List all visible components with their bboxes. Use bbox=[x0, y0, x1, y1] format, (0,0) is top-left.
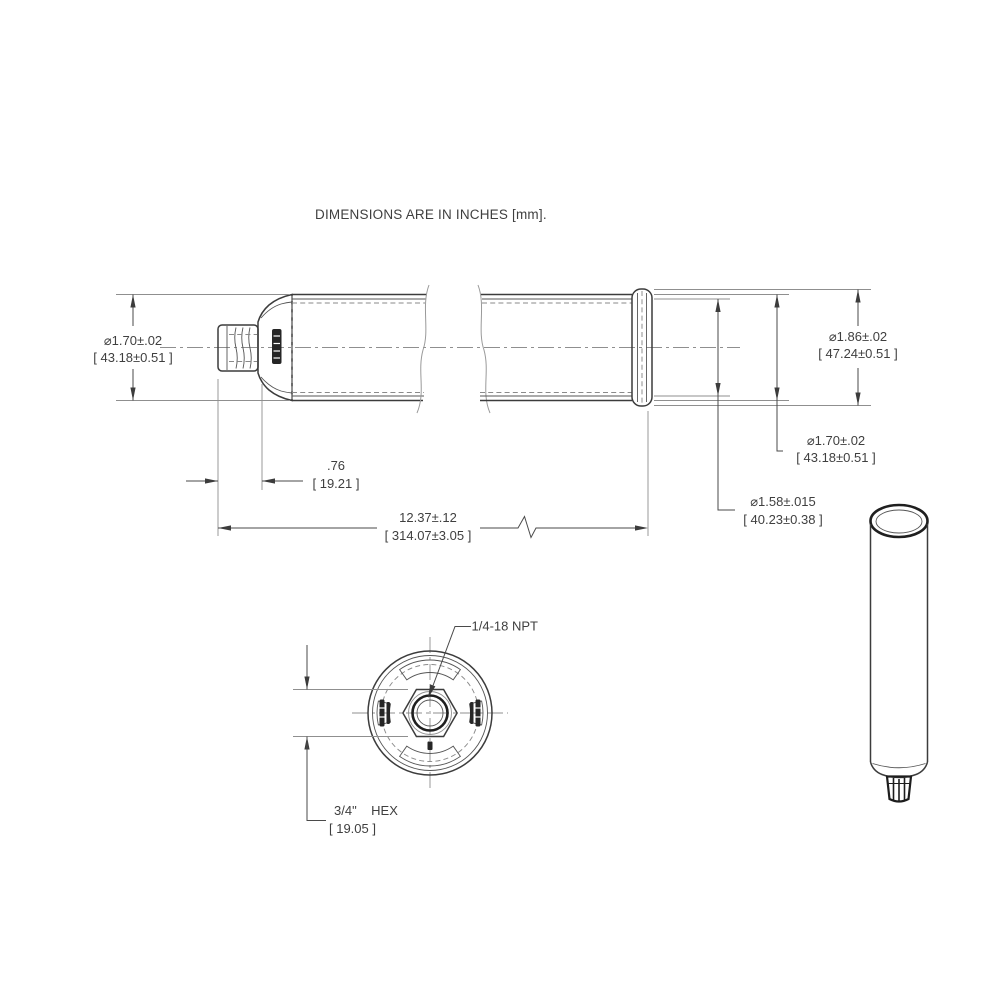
dim-hex-in: 3/4" HEX bbox=[334, 803, 398, 818]
dim-barrel-od-right bbox=[774, 295, 875, 466]
side-view bbox=[160, 285, 740, 413]
dim-overall-length-mm: [ 314.07±3.05 ] bbox=[384, 528, 472, 543]
dim-hex-mm: [ 19.05 ] bbox=[329, 821, 376, 836]
thread-line bbox=[242, 328, 245, 369]
dim-barrel-id-in: ⌀1.58±.015 bbox=[750, 494, 816, 509]
dimension-line-with-break bbox=[480, 517, 635, 538]
thread-line bbox=[235, 328, 238, 369]
dim-overall-length-in: 12.37±.12 bbox=[399, 510, 457, 525]
iso-view bbox=[871, 505, 928, 802]
dim-barrel-od-right-in: ⌀1.70±.02 bbox=[806, 433, 866, 448]
molded-brand-mark bbox=[272, 329, 282, 364]
leader-line bbox=[307, 737, 326, 821]
dim-overall-length bbox=[218, 510, 648, 543]
arrowhead bbox=[715, 299, 720, 312]
dim-barrel-id bbox=[715, 299, 822, 527]
break-line-left bbox=[417, 285, 429, 413]
arrowhead bbox=[774, 388, 779, 401]
arrowhead bbox=[130, 295, 135, 308]
dim-barrel-od-left-mm: [ 43.18±0.51 ] bbox=[93, 350, 173, 365]
dim-tip-length-mm: [ 19.21 ] bbox=[312, 476, 360, 491]
arrowhead bbox=[262, 478, 275, 483]
collar-curve bbox=[261, 377, 292, 393]
dim-barrel-od-left-in: ⌀1.70±.02 bbox=[103, 333, 163, 348]
arrowhead bbox=[304, 677, 309, 690]
npt-callout bbox=[428, 619, 538, 699]
iso-bottom-crease bbox=[873, 764, 926, 768]
leader-line bbox=[430, 627, 472, 696]
dim-tip-length-in: .76 bbox=[326, 458, 346, 473]
leader-line bbox=[718, 396, 735, 510]
iso-rim-inner bbox=[876, 510, 922, 533]
dim-barrel-id-mm: [ 40.23±0.38 ] bbox=[743, 512, 823, 527]
end-view bbox=[352, 637, 508, 789]
arrowhead bbox=[205, 478, 218, 483]
molded-mark bbox=[387, 702, 391, 724]
break-line-right bbox=[478, 285, 490, 413]
tip-outline bbox=[218, 325, 258, 371]
thread-callout-label: 1/4-18 NPT bbox=[471, 618, 538, 634]
dim-tip-length bbox=[186, 458, 359, 491]
dim-hex bbox=[293, 645, 408, 836]
iso-tip-cap bbox=[887, 777, 911, 803]
molded-mark bbox=[470, 702, 474, 724]
molded-mark bbox=[476, 700, 481, 727]
collar-curve bbox=[261, 302, 292, 318]
arrowhead bbox=[715, 383, 720, 396]
thread-line bbox=[249, 328, 252, 369]
arrowhead bbox=[130, 388, 135, 401]
dim-flange-od-in: ⌀1.86±.02 bbox=[828, 329, 888, 344]
arrowhead bbox=[855, 393, 860, 406]
arrowhead bbox=[635, 525, 648, 530]
iso-body-bottom bbox=[871, 762, 928, 778]
leader-line bbox=[777, 401, 783, 452]
threaded-tip bbox=[218, 325, 258, 371]
molded-mark bbox=[380, 700, 385, 727]
arrowhead bbox=[774, 295, 779, 308]
units-note: DIMENSIONS ARE IN INCHES [mm]. bbox=[315, 207, 547, 222]
barrel-right-segment bbox=[480, 295, 632, 401]
molded-number-mark bbox=[428, 742, 433, 751]
dim-barrel-od-right-mm: [ 43.18±0.51 ] bbox=[796, 450, 876, 465]
arrowhead bbox=[855, 290, 860, 303]
dim-flange-od bbox=[818, 290, 897, 406]
dim-flange-od-mm: [ 47.24±0.51 ] bbox=[818, 346, 898, 361]
arrowhead bbox=[218, 525, 231, 530]
